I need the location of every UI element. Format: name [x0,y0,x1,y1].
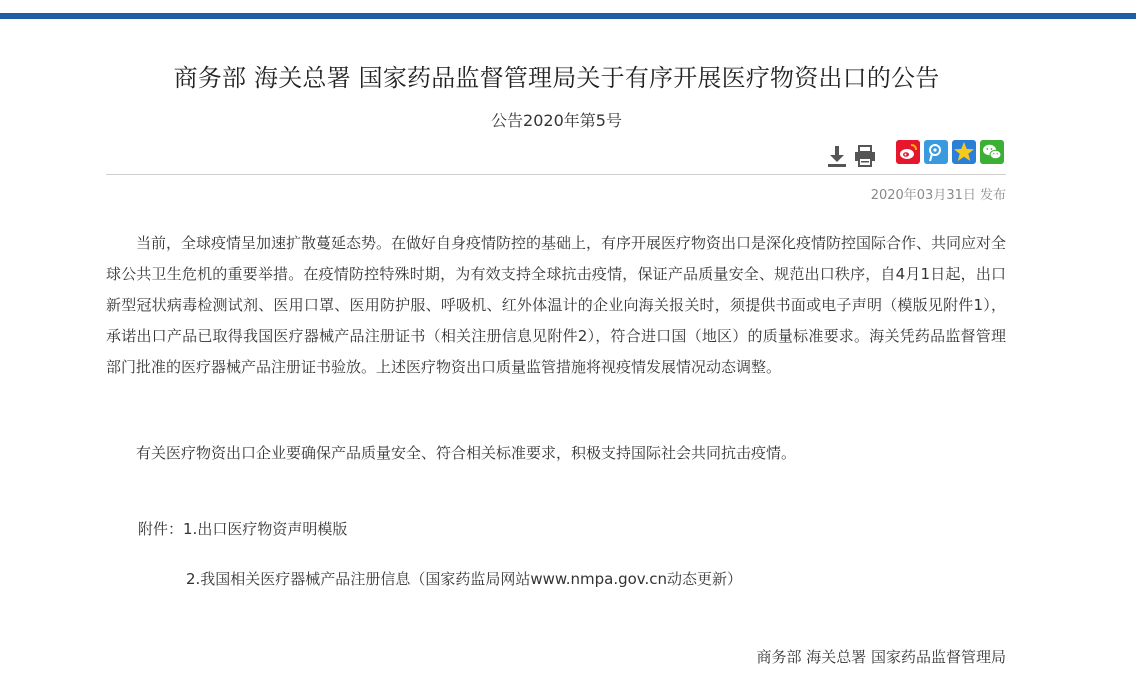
share-weibo-button[interactable] [896,140,920,164]
body-paragraph-1: 当前，全球疫情呈加速扩散蔓延态势。在做好自身疫情防控的基础上，有序开展医疗物资出口是深化疫情防控国际合作、共同应对全球公共卫生危机的重要举措。在疫情防控特殊时期，为有效支持全球抗击疫情，保证产品质量安全、规范出口秩序，自4月1日起，出口新型冠状病毒检测试剂、医用口罩、医用防护服、呼吸机、红外体温计的企业向海关报关时，须提供书面或电子声明（模版见附件1），承诺出口产品已取得我国医疗器械产品注册证书（相关注册信息见附件2），符合进口国（地区）的质量标准要求。海关凭药品监督管理部门批准的医疗器械产品注册证书验放。上述医疗物资出口质量监管措施将视疫情发展情况动态调整。 [106,234,1007,376]
print-button[interactable] [853,143,877,169]
qzone-icon [952,140,976,164]
share-qzone-button[interactable] [952,140,976,164]
attachment-link-1[interactable]: 1.出口医疗物资声明模版 [183,520,348,538]
header-divider [106,174,1006,175]
attachment-item-2 [186,568,742,590]
notice-number: 公告2020年第5号 [491,111,622,130]
top-accent-bar [0,13,1136,19]
attachment-link-2[interactable]: 2.我国相关医疗器械产品注册信息（国家药监局网站www.nmpa.gov.cn动态更新） [186,570,743,588]
weibo-icon [896,140,920,164]
tencent-weibo-icon [924,140,948,164]
attachments-label: 附件： [138,520,184,538]
page-title: 商务部 海关总署 国家药品监督管理局关于有序开展医疗物资出口的公告 [173,64,940,92]
publish-date: 2020年03月31日 发布 [870,188,1006,203]
wechat-icon [980,140,1004,164]
share-wechat-button[interactable] [980,140,1004,164]
share-tencent-weibo-button[interactable] [924,140,948,164]
print-icon [854,145,876,167]
body-paragraph-2: 有关医疗物资出口企业要确保产品质量安全、符合相关标准要求，积极支持国际社会共同抗击疫情。 [136,444,797,462]
issuer-signature: 商务部 海关总署 国家药品监督管理局 [756,648,1006,666]
download-icon [827,145,847,167]
download-button[interactable] [825,143,849,169]
attachments-list [138,518,347,540]
